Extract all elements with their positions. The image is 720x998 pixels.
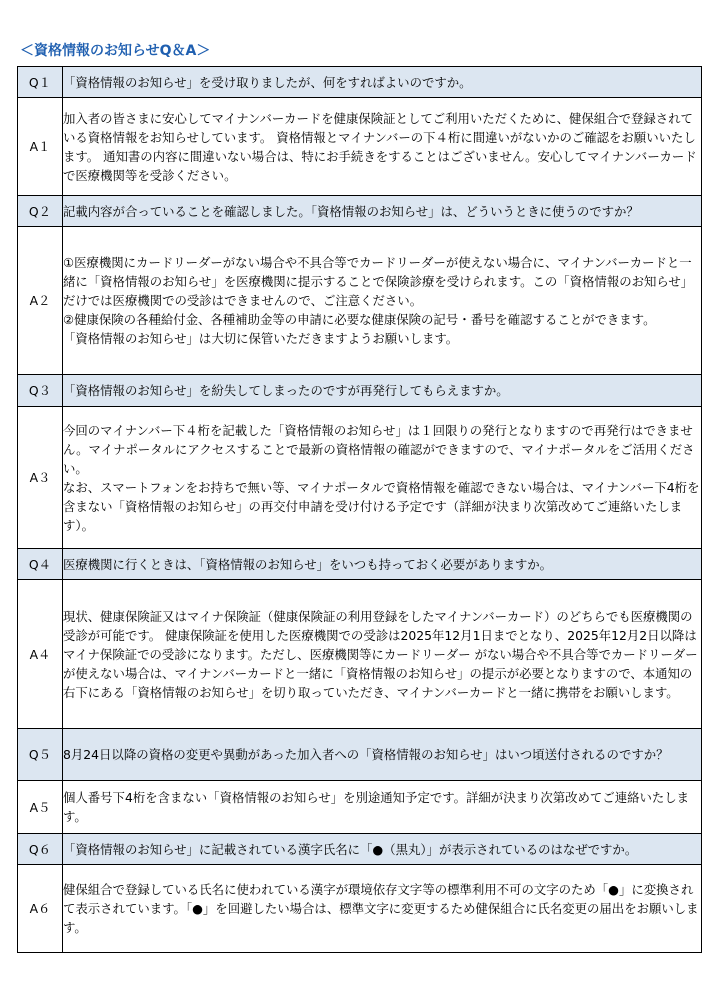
qa-table — [17, 66, 702, 953]
question-label: Q４ — [18, 549, 63, 580]
question-text: 8月24日以降の資格の変更や異動があった加入者への「資格情報のお知らせ」はいつ頃送付されるのですか？ — [63, 729, 702, 781]
answer-paragraph: 今回のマイナンバー下４桁を記載した「資格情報のお知らせ」は１回限りの発行となりますので再発行はできません。マイナポータルにアクセスすることで最新の資格情報の確認ができますので、マイナポータルをご活用ください。 — [63, 422, 695, 476]
question-label: Q５ — [18, 729, 63, 781]
question-row-4 — [18, 549, 702, 580]
answer-label: A２ — [18, 227, 63, 375]
question-text: 「資格情報のお知らせ」を紛失してしまったのですが再発行してもらえますか。 — [63, 375, 702, 407]
question-row-2 — [18, 196, 702, 227]
page-title: ＜資格情報のお知らせQ＆A＞ — [20, 43, 211, 59]
question-text: 「資格情報のお知らせ」を受け取りましたが、何をすればよいのですか。 — [63, 67, 702, 98]
answer-text: 健保組合で登録している氏名に使われている漢字が環境依存文字等の標準利用不可の文字のため「●」に変換されて表示されています。「●」を回避したい場合は、標準文字に変更するため健保組合に氏名変更の届出をお願いします。 — [63, 865, 702, 953]
answer-row-6 — [18, 865, 702, 953]
answer-label: A３ — [18, 407, 63, 549]
answer-label: A６ — [18, 865, 63, 953]
answer-text: 加入者の皆さまに安心してマイナンバーカードを健康保険証としてご利用いただくために、健保組合で登録されている資格情報をお知らせしています。 資格情報とマイナンバーの下４桁に間違いがないかのご確認をお願いいたします。 通知書の内容に間違いない場合は、特にお手続きをすることはございません。安心してマイナンバーカードで医療機関等を受診ください。 — [63, 98, 702, 196]
question-row-3 — [18, 375, 702, 407]
answer-row-3 — [18, 407, 702, 549]
answer-text — [63, 407, 702, 549]
question-label: Q１ — [18, 67, 63, 98]
question-label: Q２ — [18, 196, 63, 227]
answer-text: 現状、健康保険証又はマイナ保険証（健康保険証の利用登録をしたマイナンバーカード）のどちらでも医療機関の受診が可能です。 健康保険証を使用した医療機関での受診は2025年12月1日までとなり、2025年12月2日以降はマイナ保険証での受診になります。ただし、医療機関等にカードリーダー がない場合や不具合等でカードリーダーが使えない場合は、マイナンバーカードと一緒に「資格情報のお知らせ」の提示が必要となりますので、本通知の右下にある「資格情報のお知らせ」を切り取っていただき、マイナンバーカードと一緒に携帯をお願いします。 — [63, 580, 702, 729]
answer-label: A１ — [18, 98, 63, 196]
answer-paragraph: ①医療機関にカードリーダーがない場合や不具合等でカードリーダーが使えない場合に、マイナンバーカードと一緒に「資格情報のお知らせ」を医療機関に提示することで保険診療を受けられます。この「資格情報のお知らせ」だけでは医療機関での受診はできませんので、ご注意ください。 — [63, 255, 694, 308]
answer-text: 個人番号下4桁を含まない「資格情報のお知らせ」を別途通知予定です。詳細が決まり次第改めてご連絡いたします。 — [63, 781, 702, 834]
answer-row-1 — [18, 98, 702, 196]
question-label: Q６ — [18, 834, 63, 865]
question-text: 医療機関に行くときは、「資格情報のお知らせ」をいつも持っておく必要がありますか。 — [63, 549, 702, 580]
answer-row-2 — [18, 227, 702, 375]
question-text: 「資格情報のお知らせ」に記載されている漢字氏名に「●（黒丸）」が表示されているのはなぜですか。 — [63, 834, 702, 865]
answer-label: A５ — [18, 781, 63, 834]
answer-paragraph: ②健康保険の各種給付金、各種補助金等の申請に必要な健康保険の記号・番号を確認することができます。 — [63, 312, 656, 327]
question-text: 記載内容が合っていることを確認しました。「資格情報のお知らせ」は、どういうときに使うのですか？ — [63, 196, 702, 227]
answer-text — [63, 227, 702, 375]
answer-row-4 — [18, 580, 702, 729]
question-row-1 — [18, 67, 702, 98]
answer-paragraph: 「資格情報のお知らせ」は大切に保管いただきますようお願いします。 — [63, 331, 459, 346]
question-row-5 — [18, 729, 702, 781]
answer-row-5 — [18, 781, 702, 834]
answer-paragraph: なお、スマートフォンをお持ちで無い等、マイナポータルで資格情報を確認できない場合は、マイナンバー下4桁を含まない「資格情報のお知らせ」の再交付申請を受け付ける予定です（詳細が決まり次第改めてご連絡いたします）。 — [63, 479, 700, 533]
answer-label: A４ — [18, 580, 63, 729]
question-label: Q３ — [18, 375, 63, 407]
question-row-6 — [18, 834, 702, 865]
